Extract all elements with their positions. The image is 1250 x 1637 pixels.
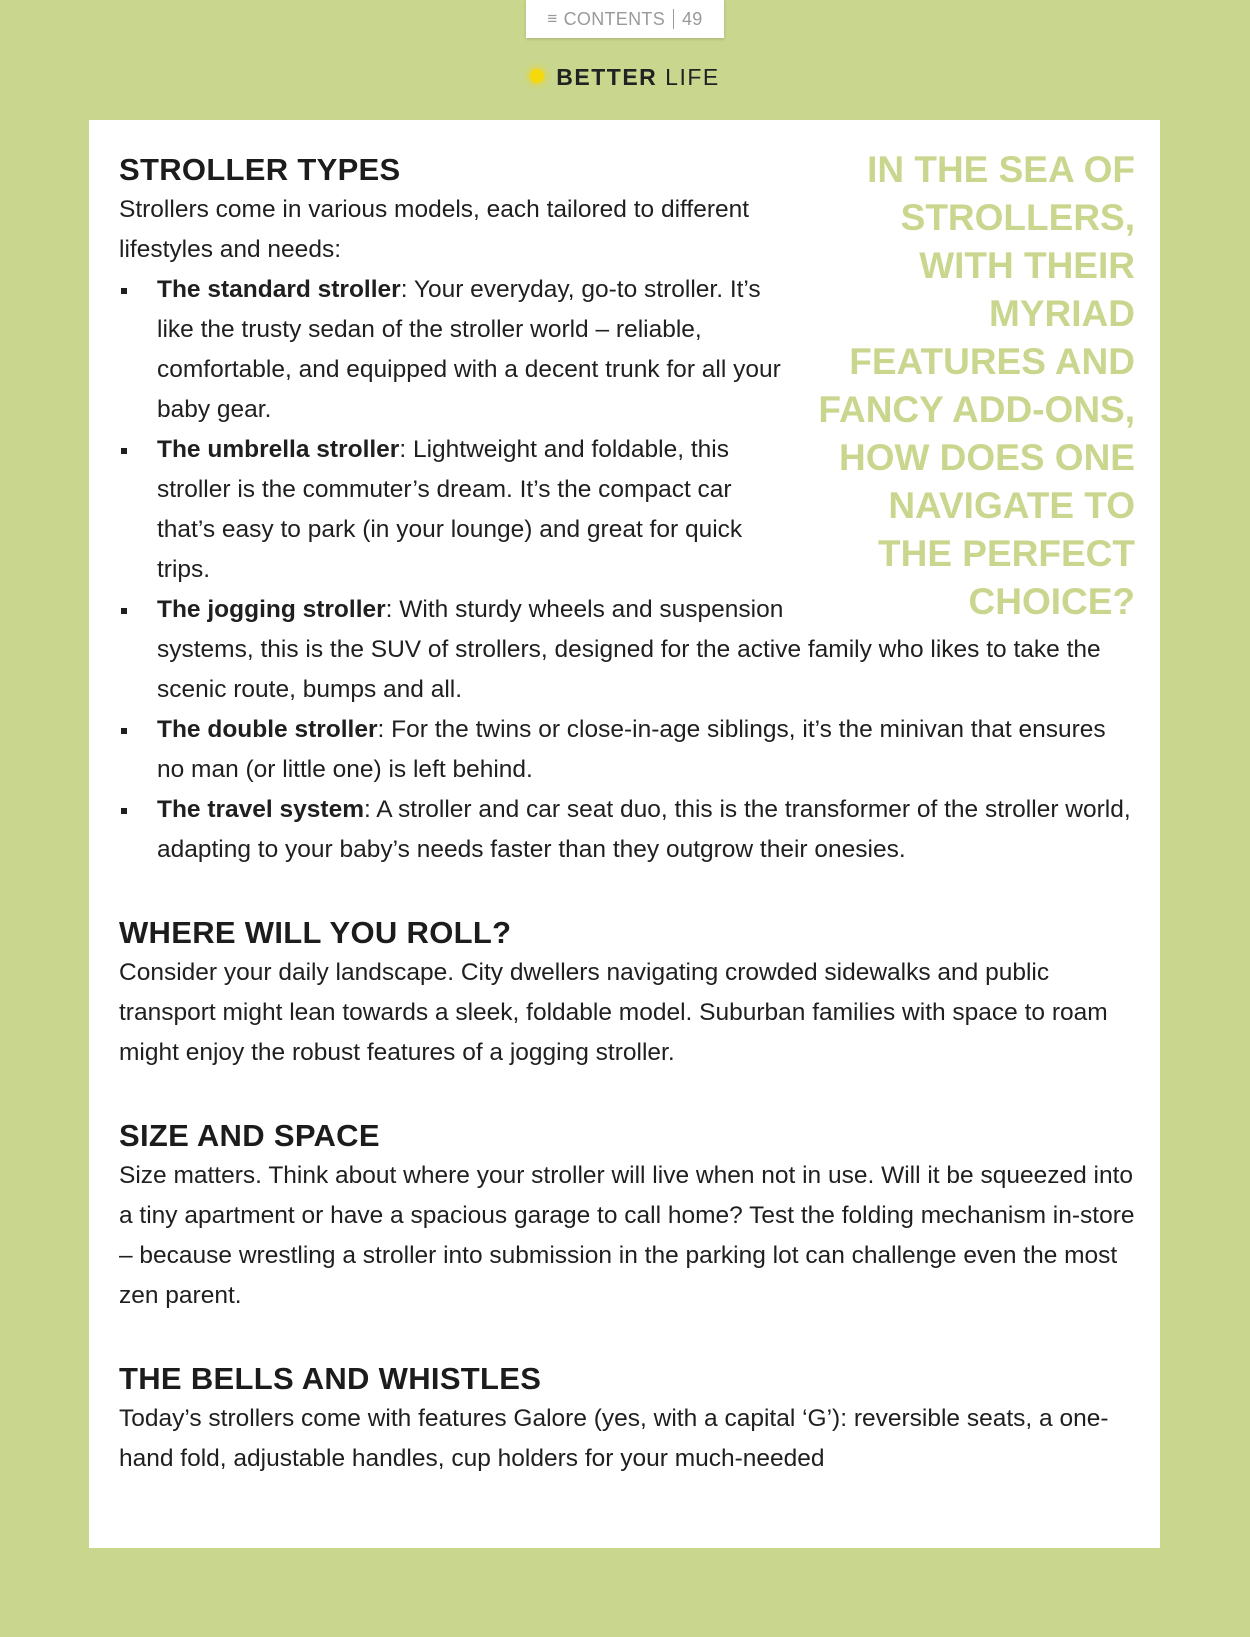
section-label-regular: LIFE: [665, 64, 720, 90]
pull-quote: IN THE SEA OF STROLLERS, WITH THEIR MYRIAD FEATURES AND FANCY ADD-ONS, HOW DOES ONE NAVIGATE TO THE PERFECT CHOICE?: [818, 149, 1135, 622]
section-body: Size matters. Think about where your stroller will live when not in use. Will it be squeezed into a tiny apartment or have a spacious garage to call home? Test the folding mechanism in-store – because wrestling a stroller into submission in the parking lot can challenge even the most zen parent.: [119, 1162, 1135, 1309]
list-item-text: : A stroller and car seat duo, this is the transformer of the stroller world, adapting to your baby’s needs faster than they outgrow their onesies.: [157, 796, 1131, 863]
list-item: [119, 590, 1135, 710]
list-item-text: : With sturdy wheels and suspension systems, this is the SUV of strollers, designed for the active family who likes to take the scenic route, bumps and all.: [157, 596, 1101, 703]
section-heading-stroller-types: STROLLER TYPES: [119, 152, 401, 187]
section-label: [0, 64, 1250, 91]
list-item: [119, 790, 1135, 870]
contents-label: CONTENTS: [563, 8, 665, 29]
list-item-term: The standard stroller: [157, 276, 401, 303]
divider: [673, 9, 674, 29]
section-body: Today’s strollers come with features Galore (yes, with a capital ‘G’): reversible seats, a one-hand fold, adjustable handles, cup holders for your much-needed: [119, 1405, 1109, 1472]
list-item-text: : Your everyday, go-to stroller. It’s like the trusty sedan of the stroller world – reliable, comfortable, and equipped with a decent trunk for all your baby gear.: [157, 276, 781, 423]
list-item: [119, 270, 1135, 430]
section-heading-bells-and-whistles: THE BELLS AND WHISTLES: [119, 1361, 542, 1396]
stroller-types-list: [119, 270, 1135, 870]
list-item: [119, 430, 1135, 590]
section-label-bold: BETTER: [556, 64, 658, 90]
list-item-term: The travel system: [157, 796, 364, 823]
list-item-term: The jogging stroller: [157, 596, 386, 623]
section-dot-icon: [530, 69, 544, 83]
section-body: Consider your daily landscape. City dwellers navigating crowded sidewalks and public transport might lean towards a sleek, foldable model. Suburban families with space to roam might enjoy the robust features of a jogging stroller.: [119, 959, 1108, 1066]
list-item-text: : For the twins or close-in-age siblings, it’s the minivan that ensures no man (or little one) is left behind.: [157, 716, 1106, 783]
list-item-text: : Lightweight and foldable, this stroller is the commuter’s dream. It’s the compact car that’s easy to park (in your lounge) and great for quick trips.: [157, 436, 743, 583]
list-item-term: The umbrella stroller: [157, 436, 400, 463]
list-item-term: The double stroller: [157, 716, 378, 743]
contents-tab[interactable]: [526, 0, 724, 38]
article-card: [89, 120, 1160, 1548]
section-heading-size-and-space: SIZE AND SPACE: [119, 1118, 380, 1153]
page-number: 49: [682, 8, 703, 29]
section-intro: Strollers come in various models, each tailored to different lifestyles and needs:: [119, 196, 750, 263]
list-item: [119, 710, 1135, 790]
section-heading-where-will-you-roll: WHERE WILL YOU ROLL?: [119, 915, 512, 950]
menu-icon: ≡: [547, 9, 558, 28]
article-body: [119, 150, 1135, 1479]
